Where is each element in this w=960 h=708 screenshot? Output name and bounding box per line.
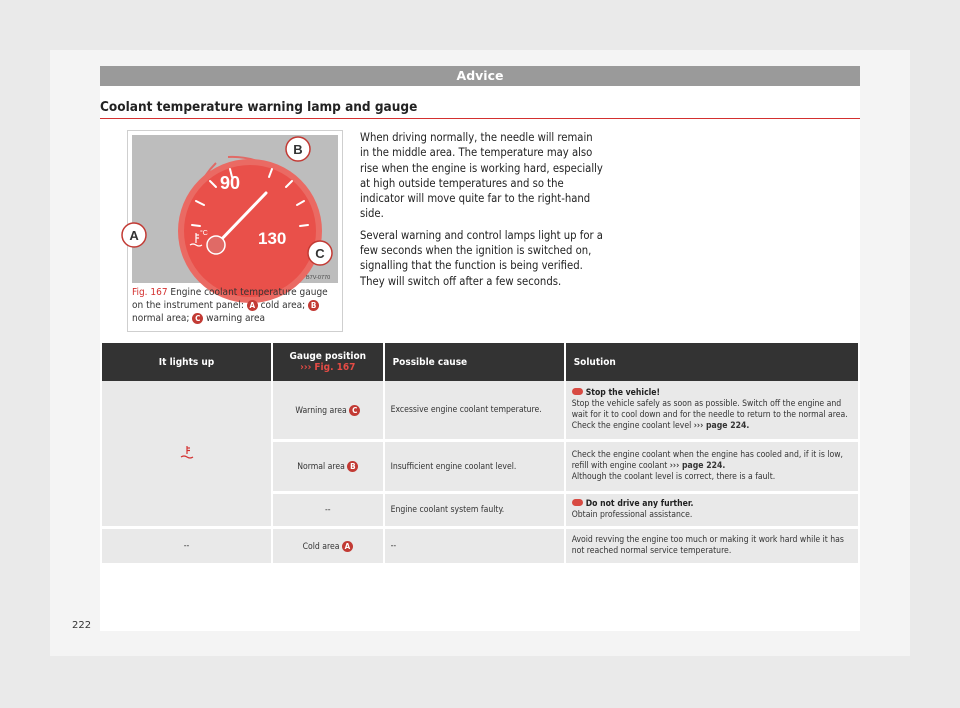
lamp-cell: -- bbox=[102, 529, 271, 566]
section-header: Advice bbox=[100, 66, 860, 86]
badge-c: C bbox=[192, 313, 203, 324]
gauge-cell: -- bbox=[273, 494, 383, 529]
figure-number: Fig. 167 bbox=[132, 287, 168, 298]
cause-cell: Engine coolant system faulty. bbox=[385, 494, 564, 529]
svg-text:C: C bbox=[315, 246, 325, 261]
coolant-lamp-icon bbox=[179, 444, 195, 460]
dial-mark-130: 130 bbox=[258, 229, 287, 248]
solution-cell: Do not drive any further. Obtain professional assistance. bbox=[566, 494, 858, 529]
header-lights-up: It lights up bbox=[102, 343, 271, 381]
header-possible-cause: Possible cause bbox=[385, 343, 564, 381]
paragraph-1: When driving normally, the needle will remain in the middle area. The temperature may also rise when the engine is working hard, especially at high outside temperatures and so the indicator will move quite far to the right-hand side. bbox=[360, 131, 603, 221]
solution-cell: Avoid revving the engine too much or making it work hard while it has not reached normal service temperature. bbox=[566, 529, 858, 566]
figure-link[interactable]: ››› Fig. 167 bbox=[300, 362, 356, 373]
header-solution: Solution bbox=[566, 343, 858, 381]
callout-c bbox=[308, 241, 332, 265]
solution-cell: Stop the vehicle! Stop the vehicle safely as soon as possible. Switch off the engine and wait for it to cool down and for the needle to return to the normal area. Check the engine coolant level ››› page 224. bbox=[566, 381, 858, 442]
gauge-cell: Warning area C bbox=[273, 381, 383, 442]
coolant-gauge-illustration bbox=[129, 135, 338, 283]
cause-cell: Excessive engine coolant temperature. bbox=[385, 381, 564, 442]
badge-a: A bbox=[247, 300, 258, 311]
dial-mark-90: 90 bbox=[220, 173, 241, 193]
gauge-cell: Normal area B bbox=[273, 442, 383, 494]
cause-cell: -- bbox=[385, 529, 564, 566]
header-gauge-position: Gauge position ››› Fig. 167 bbox=[273, 343, 383, 381]
table-row bbox=[102, 529, 858, 566]
solution-cell: Check the engine coolant when the engine has cooled and, if it is low, refill with engine coolant ››› page 224. Although the coolant level is correct, there is a fault. bbox=[566, 442, 858, 494]
paragraph-2: Several warning and control lamps light up for a few seconds when the ignition is switched on, signalling that the function is being verified. They will switch off after a few seconds. bbox=[360, 228, 603, 288]
cause-cell: Insufficient engine coolant level. bbox=[385, 442, 564, 494]
page-link[interactable]: ››› page 224. bbox=[693, 421, 750, 431]
stop-vehicle-icon bbox=[572, 499, 583, 506]
svg-text:B: B bbox=[293, 142, 303, 157]
lamp-cell bbox=[102, 381, 271, 529]
page-number: 222 bbox=[72, 620, 92, 631]
page-title: Coolant temperature warning lamp and gauge bbox=[100, 99, 418, 115]
stop-vehicle-icon bbox=[572, 388, 583, 395]
title-rule bbox=[100, 118, 860, 119]
dial-unit: °C bbox=[200, 230, 208, 237]
callout-a bbox=[122, 223, 146, 247]
page-link[interactable]: ››› page 224. bbox=[669, 461, 726, 471]
badge-a: A bbox=[342, 541, 353, 552]
gauge-cell: Cold area A bbox=[273, 529, 383, 566]
figure-caption: Fig. 167 Engine coolant temperature gauge on the instrument panel: A cold area; B normal area; C warning area bbox=[132, 287, 328, 324]
badge-c: C bbox=[349, 405, 360, 416]
svg-text:A: A bbox=[129, 228, 139, 243]
table-row bbox=[102, 381, 858, 442]
badge-b: B bbox=[308, 300, 319, 311]
figure-167 bbox=[127, 130, 343, 332]
figure-code: B7V-0770 bbox=[306, 275, 331, 281]
callout-b bbox=[286, 137, 310, 161]
body-text bbox=[360, 130, 605, 295]
warning-lamp-table bbox=[100, 343, 860, 566]
badge-b: B bbox=[347, 461, 358, 472]
